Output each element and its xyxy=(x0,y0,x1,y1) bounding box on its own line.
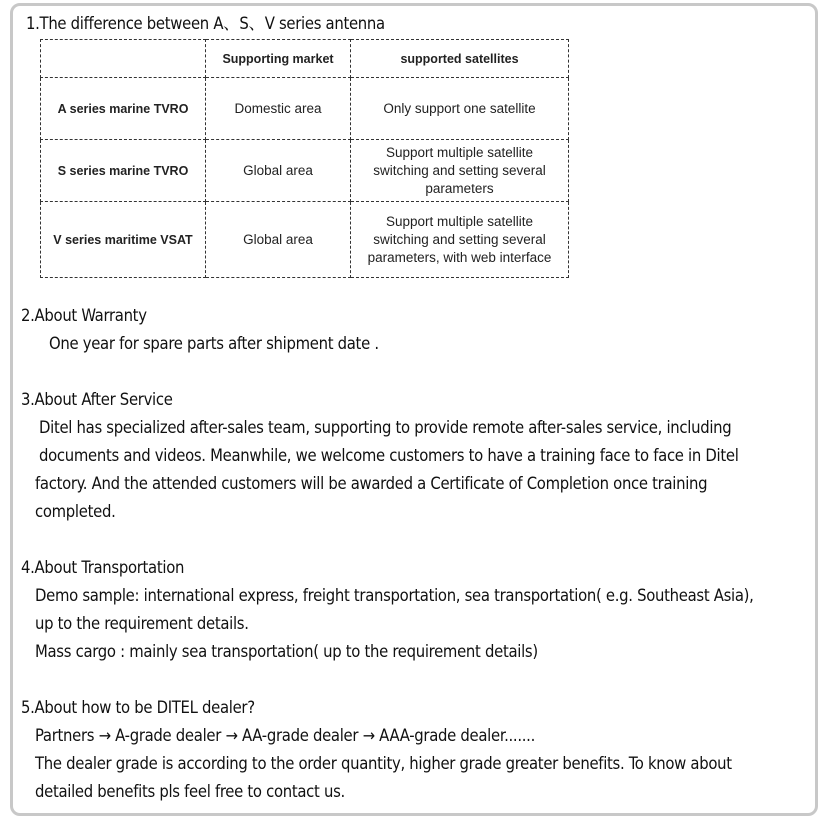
section-3-line: Ditel has specialized after-sales team, supporting to provide remote after-sales service, including xyxy=(39,418,732,437)
section-5-line: Partners → A-grade dealer → AA-grade dealer → AAA-grade dealer....... xyxy=(35,726,535,745)
section-5-title: 5.About how to be DITEL dealer? xyxy=(21,698,255,717)
section-2-title: 2.About Warranty xyxy=(21,306,147,325)
satellites-line: switching and setting several xyxy=(373,231,546,247)
section-3-line: factory. And the attended customers will be awarded a Certificate of Completion once training xyxy=(35,474,708,493)
series-name: A series marine TVRO xyxy=(41,78,206,140)
series-name: V series maritime VSAT xyxy=(41,202,206,278)
section-3-title: 3.About After Service xyxy=(21,390,173,409)
section-4-line: Mass cargo : mainly sea transportation( up to the requirement details) xyxy=(35,642,538,661)
section-4-title: 4.About Transportation xyxy=(21,558,185,577)
section-3-line: completed. xyxy=(35,502,116,521)
table-header-satellites: supported satellites xyxy=(351,40,569,78)
market-value: Global area xyxy=(206,140,351,202)
section-4-line: Demo sample: international express, freight transportation, sea transportation( e.g. Southeast Asia), xyxy=(35,586,754,605)
satellites-value xyxy=(351,78,569,140)
section-3-line: documents and videos. Meanwhile, we welcome customers to have a training face to face in Ditel xyxy=(39,446,739,465)
table-row xyxy=(41,202,569,278)
section-1-title: 1.The difference between A、S、V series antenna xyxy=(26,14,385,33)
table-header-row xyxy=(41,40,569,78)
table-row xyxy=(41,78,569,140)
series-name: S series marine TVRO xyxy=(41,140,206,202)
section-4-line: up to the requirement details. xyxy=(35,614,249,633)
table-header-empty xyxy=(41,40,206,78)
satellites-line: Support multiple satellite xyxy=(385,144,534,160)
section-5-line: detailed benefits pls feel free to contact us. xyxy=(35,782,345,801)
table-header-market: Supporting market xyxy=(206,40,351,78)
satellites-line: Support multiple satellite xyxy=(385,213,534,229)
section-2-line: One year for spare parts after shipment date . xyxy=(49,334,379,353)
table-row xyxy=(41,140,569,202)
satellites-value xyxy=(351,140,569,202)
satellites-line: parameters, with web interface xyxy=(367,249,552,265)
market-value: Domestic area xyxy=(206,78,351,140)
series-comparison-table xyxy=(40,39,569,278)
satellites-line: switching and setting several xyxy=(373,162,546,178)
section-5-line: The dealer grade is according to the order quantity, higher grade greater benefits. To know about xyxy=(35,754,732,773)
market-value: Global area xyxy=(206,202,351,278)
satellites-line: Only support one satellite xyxy=(383,100,536,116)
satellites-value xyxy=(351,202,569,278)
satellites-line: parameters xyxy=(425,180,494,196)
